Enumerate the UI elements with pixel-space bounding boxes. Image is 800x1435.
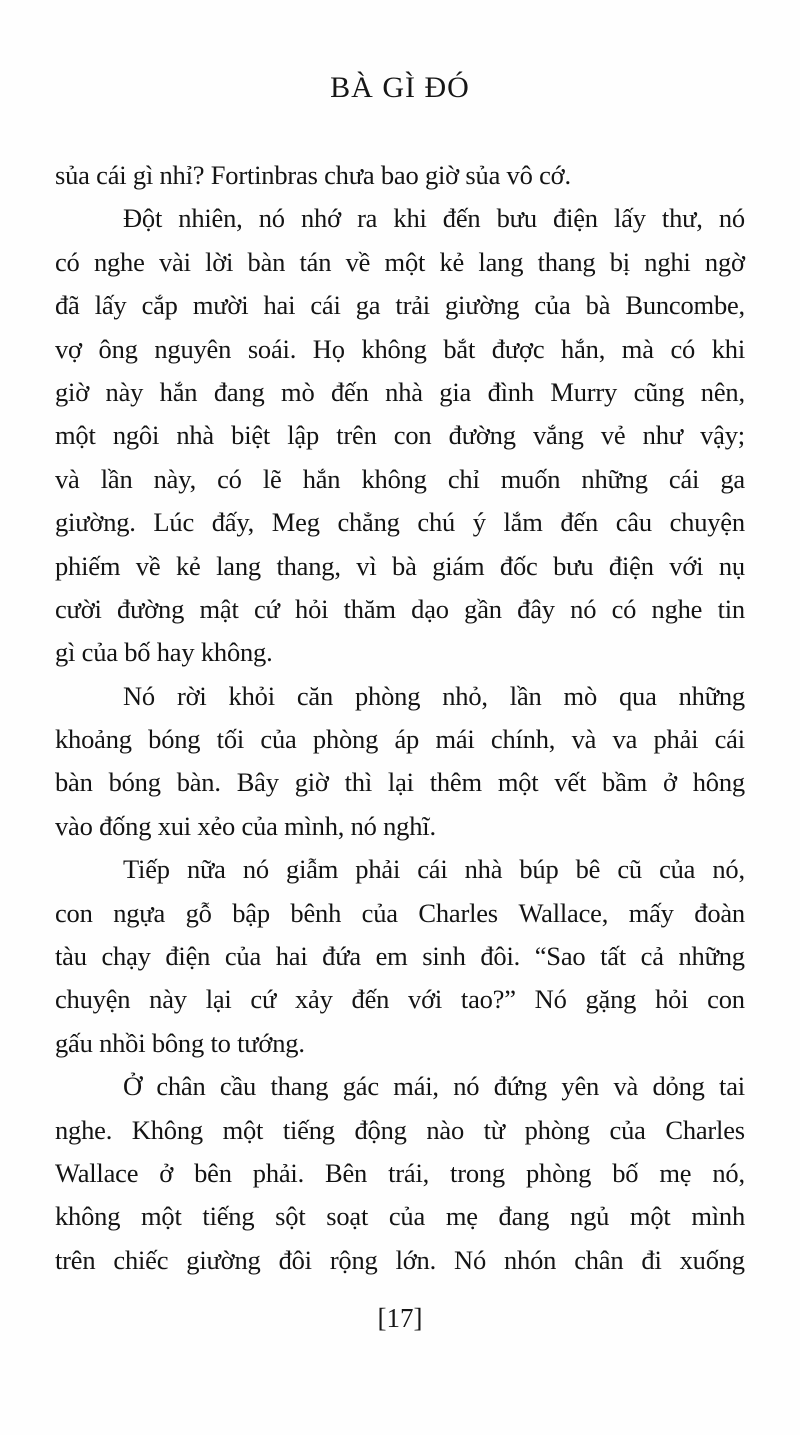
word: Buncombe, <box>625 290 745 321</box>
text-line <box>55 414 745 457</box>
word: mấy <box>628 897 674 928</box>
word: hai <box>263 290 296 321</box>
word: tai <box>719 1071 745 1102</box>
word: đây <box>517 593 555 624</box>
word: con <box>707 984 745 1015</box>
word: áp <box>394 724 420 755</box>
word: chẳng <box>337 507 400 538</box>
text-line <box>55 458 745 501</box>
word: lấy <box>613 203 646 234</box>
word: nghi <box>644 246 691 277</box>
word: bà <box>392 550 417 581</box>
word: nó, <box>712 1157 745 1188</box>
word: sột <box>275 1201 306 1232</box>
word: bênh <box>290 897 342 928</box>
word: tối <box>216 724 245 755</box>
word: hỏi <box>295 593 329 624</box>
word: này <box>105 376 144 407</box>
word: về <box>135 550 161 581</box>
word: đốc <box>499 550 538 581</box>
word: những <box>678 941 745 972</box>
word: đôi <box>278 1244 312 1275</box>
text-line <box>55 371 745 414</box>
word: bàn <box>55 767 93 798</box>
text-line <box>55 761 745 804</box>
word: trên <box>55 1244 96 1275</box>
word: gần <box>464 593 502 624</box>
text-line <box>55 284 745 327</box>
word: Bây <box>236 767 279 798</box>
word: ý <box>472 507 486 538</box>
text-line: gấu nhồi bông to tướng. <box>55 1027 305 1058</box>
word: tán <box>299 246 332 277</box>
word: hắn <box>302 463 341 494</box>
word: nguyên <box>154 333 232 364</box>
text-line <box>55 197 745 240</box>
word: ngựa <box>113 897 166 928</box>
word: của <box>388 1201 426 1232</box>
word: chiếc <box>113 1244 169 1275</box>
word: cái <box>417 854 448 885</box>
word: Wallace <box>55 1157 139 1188</box>
word: như <box>642 420 683 451</box>
word: cầu <box>219 1071 257 1102</box>
word: vài <box>158 246 191 277</box>
word: Họ <box>312 333 345 364</box>
word: vì <box>356 550 377 581</box>
word: giường <box>186 1244 261 1275</box>
page-number: [17] <box>377 1303 423 1333</box>
text-line <box>55 1109 745 1152</box>
word: Ở <box>123 1071 142 1102</box>
word: ga <box>355 290 381 321</box>
word: đến <box>560 507 599 538</box>
word: của <box>224 941 262 972</box>
word: sinh <box>422 941 466 972</box>
word: nhà <box>385 376 423 407</box>
word: Murry <box>550 376 618 407</box>
word: đang <box>213 376 265 407</box>
word: kẻ <box>175 550 201 581</box>
word: phòng <box>355 680 421 711</box>
word: Nó <box>454 1244 487 1275</box>
word: khi <box>711 333 745 364</box>
word: bà <box>585 290 611 321</box>
word: bàn <box>247 246 286 277</box>
word: đường <box>117 593 185 624</box>
word: “Sao <box>534 941 586 972</box>
word: lang <box>216 550 261 581</box>
word: cứ <box>253 593 280 624</box>
word: Không <box>131 1114 203 1145</box>
word: xuống <box>679 1244 745 1275</box>
word: rộng <box>329 1244 378 1275</box>
word: giám <box>432 550 485 581</box>
word: nó <box>242 854 269 885</box>
word: chỉ <box>447 463 480 494</box>
text-line <box>55 935 745 978</box>
word: đã <box>55 290 80 321</box>
word: phải <box>355 854 401 885</box>
word: trái, <box>388 1157 430 1188</box>
word: không <box>361 463 427 494</box>
word: nào <box>426 1114 464 1145</box>
word: điện <box>553 203 598 234</box>
text-line <box>55 1239 745 1282</box>
text-line <box>55 1065 745 1108</box>
word: và <box>613 1071 639 1102</box>
word: một <box>384 246 426 277</box>
word: này <box>149 984 187 1015</box>
word: từ <box>483 1114 505 1145</box>
word: với <box>408 984 443 1015</box>
word: muốn <box>500 463 561 494</box>
text-line <box>55 545 745 588</box>
word: này, <box>153 463 196 494</box>
word: bóng <box>148 724 201 755</box>
word: điện <box>165 941 211 972</box>
word: cười <box>55 593 102 624</box>
word: rời <box>176 680 207 711</box>
word: lắm <box>503 507 543 538</box>
word: bên <box>194 1157 232 1188</box>
word: nụ <box>718 550 745 581</box>
word: lần <box>100 463 133 494</box>
word: Bên <box>325 1157 368 1188</box>
word: khỏi <box>228 680 275 711</box>
word: chân <box>156 1071 206 1102</box>
word: chuyện <box>669 507 745 538</box>
word: Meg <box>271 507 320 538</box>
word: thì <box>344 767 373 798</box>
chapter-title: BÀ GÌ ĐÓ <box>330 71 470 104</box>
word: tàu <box>55 941 87 972</box>
word: giẫm <box>286 854 339 885</box>
word: nghe <box>93 246 145 277</box>
word: động <box>354 1114 407 1145</box>
word: vắng <box>532 420 584 451</box>
word: chú <box>417 507 456 538</box>
word: của <box>534 290 571 321</box>
word: hông <box>692 767 745 798</box>
word: thang <box>537 246 596 277</box>
text-line <box>55 892 745 935</box>
word: đường <box>448 420 516 451</box>
word: phòng <box>524 1114 590 1145</box>
word: những <box>581 463 648 494</box>
word: trên <box>336 420 377 451</box>
word: cả <box>640 941 664 972</box>
word: một <box>222 1114 264 1145</box>
word: đến <box>442 203 481 234</box>
word: tiếng <box>202 1201 255 1232</box>
word: dỏng <box>652 1071 705 1102</box>
word: qua <box>618 680 657 711</box>
text-line <box>55 718 745 761</box>
word: tiếng <box>282 1114 335 1145</box>
word: chuyện <box>55 984 131 1015</box>
word: của <box>260 724 297 755</box>
word: Nó <box>123 680 155 711</box>
word: bắt <box>443 333 476 364</box>
word: được <box>491 333 545 364</box>
word: đứng <box>493 1071 548 1102</box>
text-line <box>55 848 745 891</box>
word: đi <box>641 1244 662 1275</box>
word: một <box>141 1201 182 1232</box>
word: khoảng <box>55 724 132 755</box>
word: một <box>629 1201 671 1232</box>
word: yên <box>561 1071 600 1102</box>
word: mẹ <box>659 1157 692 1188</box>
word: hai <box>275 941 308 972</box>
word: biệt <box>231 420 271 451</box>
word: hắn, <box>561 333 606 364</box>
word: lang <box>478 246 524 277</box>
word: có <box>611 593 637 624</box>
word: nó <box>453 1071 480 1102</box>
word: mình <box>691 1201 745 1232</box>
word: bố <box>612 1157 639 1188</box>
word: cũng <box>633 376 685 407</box>
word: có <box>55 246 80 277</box>
word: đến <box>351 984 390 1015</box>
word: lần <box>509 680 542 711</box>
word: ra <box>357 203 378 234</box>
word: Đột <box>123 203 163 234</box>
word: soạt <box>326 1201 369 1232</box>
word: đoàn <box>694 897 745 928</box>
word: nhỏ, <box>442 680 488 711</box>
word: nó <box>718 203 745 234</box>
word: nhiên, <box>178 203 243 234</box>
word: bị <box>609 246 630 277</box>
text-line <box>55 588 745 631</box>
word: câu <box>615 507 652 538</box>
word: có <box>670 333 696 364</box>
word: nhà <box>464 854 503 885</box>
word: tất <box>600 941 626 972</box>
word: một <box>55 420 96 451</box>
word: tin <box>717 593 745 624</box>
word: gặng <box>585 984 637 1015</box>
word: bàn. <box>176 767 221 798</box>
word: va <box>612 724 638 755</box>
text-line <box>55 328 745 371</box>
word: vợ <box>55 333 82 364</box>
word: mái <box>435 724 475 755</box>
word: đôi. <box>480 941 521 972</box>
word: lớn. <box>395 1244 437 1275</box>
word: phòng <box>525 1157 592 1188</box>
text-line <box>55 978 745 1021</box>
word: lời <box>205 246 234 277</box>
word: búp <box>519 854 559 885</box>
word: nhà <box>176 420 214 451</box>
word: cái <box>668 463 700 494</box>
word: lập <box>287 420 320 451</box>
word: ở <box>159 1157 174 1188</box>
word: gác <box>342 1071 379 1102</box>
word: Tiếp <box>123 854 170 885</box>
word: ông <box>98 333 138 364</box>
word: ngờ <box>704 246 745 277</box>
word: con <box>55 897 93 928</box>
word: ngủ <box>570 1201 610 1232</box>
word: trong <box>450 1157 505 1188</box>
word: nhớ <box>301 203 341 234</box>
word: mò <box>281 376 315 407</box>
word: lấy <box>94 290 127 321</box>
word: của <box>659 854 696 885</box>
word: mò <box>563 680 597 711</box>
word: hắn <box>159 376 198 407</box>
word: hỏi <box>655 984 689 1015</box>
word: điện <box>608 550 654 581</box>
word: thư, <box>661 203 703 234</box>
word: của <box>361 897 398 928</box>
word: thăm <box>343 593 396 624</box>
text-line <box>55 1152 745 1195</box>
word: nó, <box>712 854 745 885</box>
word: với <box>669 550 704 581</box>
word: vẻ <box>600 420 626 451</box>
word: thang <box>270 1071 329 1102</box>
word: bập <box>232 897 270 928</box>
text-line <box>55 1195 745 1238</box>
word: và <box>55 463 80 494</box>
word: mẹ <box>445 1201 478 1232</box>
word: ga <box>720 463 745 494</box>
word: giường <box>445 290 520 321</box>
word: chạy <box>101 941 151 972</box>
word: phải <box>653 724 699 755</box>
word: phiếm <box>55 550 121 581</box>
word: nghe <box>651 593 703 624</box>
word: phòng <box>312 724 379 755</box>
word: bưu <box>553 550 594 581</box>
word: nó <box>570 593 597 624</box>
word: nên, <box>700 376 745 407</box>
word: kẻ <box>439 246 465 277</box>
word: bưu <box>496 203 537 234</box>
word: lại <box>387 767 414 798</box>
word: Charles <box>665 1114 745 1145</box>
word: giờ <box>55 376 90 407</box>
word: vậy; <box>700 420 745 451</box>
word: nữa <box>186 854 226 885</box>
word: không <box>55 1201 121 1232</box>
word: con <box>393 420 432 451</box>
word: gỗ <box>185 897 212 928</box>
word: khi <box>393 203 427 234</box>
text-line <box>55 501 745 544</box>
word: lẽ <box>262 463 282 494</box>
word: vết <box>554 767 587 798</box>
word: trải <box>395 290 430 321</box>
word: cũ <box>617 854 642 885</box>
word: chính, <box>490 724 556 755</box>
word: tao?” <box>460 984 516 1015</box>
word: ở <box>662 767 677 798</box>
word: có <box>217 463 242 494</box>
word: thêm <box>429 767 482 798</box>
word: Charles <box>418 897 498 928</box>
word: thang, <box>276 550 341 581</box>
word: gia <box>439 376 472 407</box>
word: phải. <box>252 1157 305 1188</box>
word: đứa <box>322 941 361 972</box>
word: bê <box>575 854 601 885</box>
word: mật <box>199 593 239 624</box>
word: cái <box>310 290 341 321</box>
word: cái <box>714 724 745 755</box>
text-line: gì của bố hay không. <box>55 637 273 668</box>
word: mà <box>621 333 654 364</box>
word: và <box>571 724 597 755</box>
word: em <box>375 941 408 972</box>
word: giờ <box>294 767 329 798</box>
word: cắp <box>141 290 178 321</box>
word: căn <box>296 680 334 711</box>
word: về <box>345 246 371 277</box>
word: lại <box>205 984 232 1015</box>
word: bóng <box>108 767 161 798</box>
word: một <box>497 767 539 798</box>
text-line: sủa cái gì nhỉ? Fortinbras chưa bao giờ sủa vô cớ. <box>55 160 571 190</box>
word: dạo <box>411 593 449 624</box>
word: nghe. <box>55 1114 113 1145</box>
word: đến <box>330 376 369 407</box>
word: mái, <box>393 1071 439 1102</box>
word: bầm <box>602 767 648 798</box>
word: nó <box>258 203 285 234</box>
text-line <box>55 675 745 718</box>
word: của <box>609 1114 646 1145</box>
word: nhón <box>504 1244 557 1275</box>
word: soái. <box>247 333 297 364</box>
body-text <box>55 154 745 1282</box>
word: chân <box>574 1244 624 1275</box>
word: Lúc <box>153 507 195 538</box>
text-line: vào đống xui xẻo của mình, nó nghĩ. <box>55 810 436 841</box>
word: đình <box>487 376 534 407</box>
word: ngôi <box>112 420 160 451</box>
word: cứ <box>250 984 277 1015</box>
word: những <box>678 680 745 711</box>
word: giường. <box>55 507 136 538</box>
word: Nó <box>534 984 567 1015</box>
word: mười <box>192 290 249 321</box>
text-line <box>55 241 745 284</box>
word: đang <box>498 1201 550 1232</box>
word: đấy, <box>211 507 255 538</box>
word: xảy <box>295 984 333 1015</box>
word: Wallace, <box>518 897 609 928</box>
word: không <box>361 333 427 364</box>
